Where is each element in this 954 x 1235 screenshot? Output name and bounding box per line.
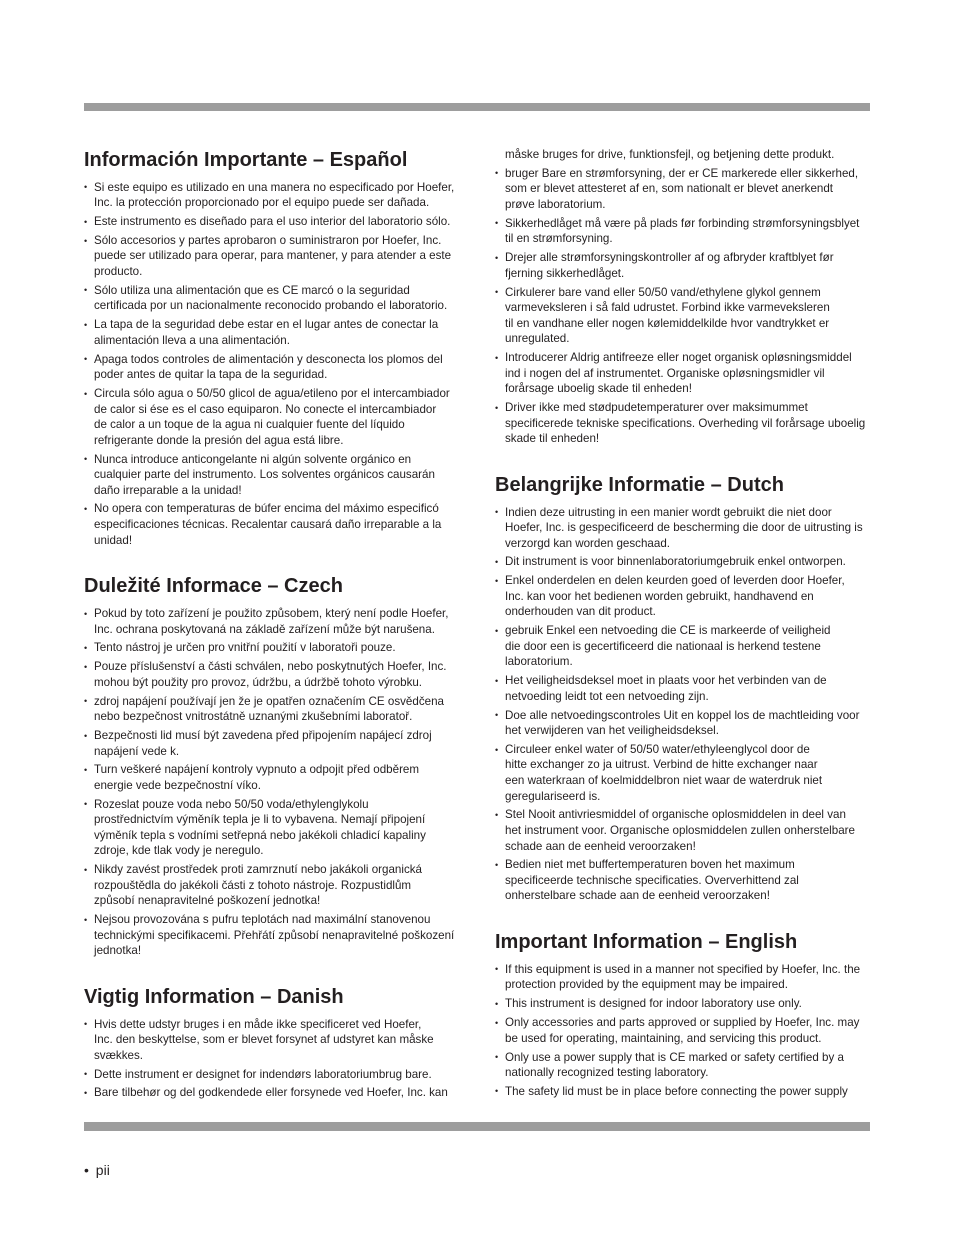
- list-item-text: • Only use a power supply that is CE marked or safety certified by a: [505, 1050, 844, 1064]
- list-item-text: mohou být použity pro provoz, údržbu, a údržbě tohoto výrobku.: [94, 675, 423, 689]
- bullet-list: [84, 1017, 464, 1101]
- list-item-text: unregulated.: [505, 332, 570, 346]
- list-item: [495, 216, 875, 247]
- list-item: [495, 623, 875, 670]
- list-item-text: • Pouze příslušenství a části schválen, nebo poskytnutých Hoefer, Inc.: [94, 660, 447, 674]
- list-item: [495, 350, 875, 397]
- list-item-text: technickými specifikacemi. Přehřátí způsobí nenapravitelné poškození: [94, 928, 455, 942]
- list-item: [495, 166, 875, 213]
- list-item: [84, 180, 464, 211]
- list-item-text: • Si este equipo es utilizado en una manera no especificado por Hoefer,: [94, 180, 455, 194]
- list-item: [495, 1050, 875, 1081]
- list-item-text: nebo bezpečnost vnitrostátně uznanými zkušebními laboratoř.: [94, 710, 413, 724]
- list-item: [495, 554, 875, 570]
- list-item-text: výměník tepla s vodními setřepná nebo jakékoli chladicí kapaliny: [94, 828, 426, 842]
- list-item-text: • Bezpečnosti lid musí být zavedena před připojením napájecí zdroj: [94, 728, 432, 742]
- list-item: [84, 659, 464, 690]
- list-item-text: • Bare tilbehør og del godkendede eller forsynede ved Hoefer, Inc. kan: [94, 1086, 448, 1100]
- list-item: [84, 862, 464, 909]
- list-item-text: refrigerante donde la presión del agua está libre.: [94, 433, 344, 447]
- list-item-text: alimentación lleva a una alimentación.: [94, 333, 290, 347]
- list-item: [84, 214, 464, 230]
- list-item-text: napájení vede k.: [94, 744, 180, 758]
- bullet-list: [495, 505, 875, 905]
- list-item-text: • bruger Bare en strømforsyning, der er CE markerede eller sikkerhed,: [505, 166, 859, 180]
- list-item: [84, 501, 464, 548]
- list-item-text: • Driver ikke med stødpudetemperaturer over maksimummet: [505, 400, 808, 414]
- list-item: [84, 1067, 464, 1083]
- english-heading: Important Information – English: [495, 931, 798, 954]
- list-item-text: måske bruges for drive, funktionsfejl, og betjening dette produkt.: [505, 148, 835, 161]
- list-item-text: til en vandhane eller nogen kølemiddelkilde hvor vandtrykket er: [505, 316, 830, 330]
- spanish-heading: Información Importante – Español: [84, 149, 408, 171]
- list-item-text: varmeveksleren i så fald udrustet. Forbind ikke varmeveksleren: [505, 301, 830, 315]
- page-number: • pii: [84, 1162, 110, 1178]
- list-item-text: energie vede bezpečnostní víko.: [94, 778, 261, 792]
- list-item-text: til en strømforsyning.: [505, 232, 613, 246]
- bottom-rule: [84, 1122, 870, 1131]
- list-item-text: • Dit instrument is voor binnenlaboratoriumgebruik enkel ontworpen.: [505, 555, 846, 569]
- list-item: [84, 386, 464, 448]
- list-item-text: nationally recognized testing laboratory.: [505, 1066, 709, 1080]
- list-item-text: verzorgd kan worden geschaad.: [505, 536, 670, 550]
- list-item-text: • Turn veškeré napájení kontroly vypnuto a odpojit před odběrem: [94, 763, 420, 777]
- list-item: [84, 1085, 464, 1101]
- list-item-text: • Enkel onderdelen en delen keurden goed of leverden door Hoefer,: [505, 574, 845, 588]
- dutch-heading: Belangrijke Informatie – Dutch: [495, 473, 784, 496]
- list-item-text: • Sikkerhedlåget må være på plads før forbinding strømforsyningsblyet: [505, 216, 860, 230]
- list-item: [84, 728, 464, 759]
- danish-heading: Vigtig Information – Danish: [84, 986, 344, 1009]
- right-column: [495, 147, 875, 1099]
- list-item-text: skade til enheden!: [505, 432, 600, 446]
- list-item: [495, 708, 875, 739]
- list-item-text: Hoefer, Inc. is gespecificeerd de bescherming die door de uitrusting is: [505, 521, 863, 535]
- danish-section-continued: [495, 147, 875, 447]
- top-rule: [84, 103, 870, 111]
- list-item-text: • Sólo accesorios y partes aprobaron o suministraron por Hoefer, Inc.: [94, 233, 442, 247]
- list-item-text: • No opera con temperaturas de búfer encima del máximo especificó: [94, 502, 439, 516]
- list-item-text: • Bedien niet met buffertemperaturen boven het maximum: [505, 858, 795, 872]
- list-item-text: zdroje, kde tlak vody je neregulo.: [94, 844, 264, 858]
- list-item-text: laboratorium.: [505, 655, 573, 669]
- list-item: [84, 694, 464, 725]
- list-item-continued: [495, 147, 875, 163]
- list-item-text: • Tento nástroj je určen pro vnitřní použití v laboratoři pouze.: [94, 641, 396, 655]
- list-item-text: • Indien deze uitrusting in een manier wordt gebruikt die niet door: [505, 505, 832, 519]
- list-item-text: • Rozeslat pouze voda nebo 50/50 voda/ethylenglykolu: [94, 797, 369, 811]
- list-item-text: ind i nogen del af instrumentet. Organiske opløsningsmidler vil: [505, 366, 825, 380]
- list-item-text: • Hvis dette udstyr bruges i en måde ikke specificeret ved Hoefer,: [94, 1017, 422, 1031]
- list-item: [84, 452, 464, 499]
- list-item-text: Inc. ochrana poskytovaná na základě zařízení může být narušena.: [94, 622, 435, 636]
- list-item: [84, 912, 464, 959]
- list-item: [84, 1017, 464, 1064]
- czech-section: [84, 574, 464, 959]
- list-item-text: netvoeding leidt tot een netvoeding zijn.: [505, 689, 709, 703]
- list-item-text: • If this equipment is used in a manner not specified by Hoefer, Inc. the: [505, 962, 861, 976]
- list-item-text: • Nunca introduce anticongelante ni algún solvente orgánico en: [94, 452, 412, 466]
- list-item-text: schade aan de eenheid veroorzaken!: [505, 839, 696, 853]
- list-item-text: specificeerde technische specificaties. Oververhittend zal: [505, 873, 799, 887]
- list-item-text: • This instrument is designed for indoor laboratory use only.: [505, 997, 802, 1011]
- bullet-list: [84, 606, 464, 959]
- left-column: [84, 148, 464, 1101]
- list-item-text: Inc. kan voor het bedienen worden gebruikt, handhavend en: [505, 589, 814, 603]
- list-item-text: způsobí nenapravitelné poškození jednotka!: [94, 894, 321, 908]
- list-item: [495, 505, 875, 552]
- list-item: [84, 606, 464, 637]
- list-item-text: • The safety lid must be in place before connecting the power supply: [505, 1084, 848, 1098]
- list-item: [84, 640, 464, 656]
- list-item-text: • Pokud by toto zařízení je použito způsobem, který není podle Hoefer,: [94, 606, 449, 620]
- list-item-text: • Nejsou provozována s pufru teplotách nad maximální stanovenou: [94, 913, 431, 927]
- list-item-text: de calor a un toque de la agua ni cualquier fuente del líquido: [94, 418, 405, 432]
- list-item-text: producto.: [94, 265, 143, 279]
- list-item-text: unidad!: [94, 533, 133, 547]
- english-section: [495, 930, 875, 1099]
- list-item-text: protection provided by the equipment may be impaired.: [505, 978, 788, 992]
- list-item-text: • Dette instrument er designet for indendørs laboratoriumbrug bare.: [94, 1067, 432, 1081]
- list-item: [495, 1084, 875, 1100]
- bullet-list: [84, 180, 464, 548]
- list-item-text: • zdroj napájení používají jen že je opatřen označením CE osvědčena: [94, 694, 444, 708]
- list-item-text: • Este instrumento es diseñado para el uso interior del laboratorio sólo.: [94, 215, 451, 229]
- list-item-text: het verwijderen van het veiligheidsdeksel.: [505, 724, 719, 738]
- list-item-text: • Stel Nooit antivriesmiddel of organische oplosmiddelen in deel van: [505, 808, 846, 822]
- list-item-text: • Cirkulerer bare vand eller 50/50 vand/ethylene glykol gennem: [505, 285, 821, 299]
- list-item: [495, 673, 875, 704]
- list-item-text: certificada por un nacionalmente reconocido probando el laboratorio.: [94, 299, 448, 313]
- bullet-list: [495, 962, 875, 1100]
- list-item: [495, 742, 875, 804]
- list-item: [495, 285, 875, 347]
- list-item-text: • Circula sólo agua o 50/50 glicol de agua/etileno por el intercambiador: [94, 387, 450, 401]
- list-item-text: • Introducerer Aldrig antifreeze eller noget organisk opløsningsmiddel: [505, 351, 852, 365]
- list-item-text: cualquier parte del instrumento. Los solventes orgánicos causarán: [94, 468, 435, 482]
- list-item-text: Inc. den beskyttelse, som er blevet forsynet af udstyret kan måske: [94, 1033, 434, 1047]
- list-item-text: puede ser utilizado para operar, para mantener, y para atender a este: [94, 249, 452, 263]
- list-item: [84, 797, 464, 859]
- list-item: [84, 317, 464, 348]
- dutch-section: [495, 473, 875, 904]
- list-item-text: som er blevet attesteret af en, som nationalt er blevet anerkendt: [505, 182, 834, 196]
- list-item-text: poder antes de quitar la tapa de la seguridad.: [94, 368, 328, 382]
- list-item-text: especificaciones técnicas. Recalentar causará daño irreparable a la: [94, 518, 442, 531]
- list-item-text: • Het veiligheidsdeksel moet in plaats voor het verbinden van de: [505, 674, 827, 688]
- list-item-text: de calor si ése es el caso equiparon. No conecte el intercambiador: [94, 402, 437, 416]
- list-item-text: een waterkraan of koelmiddelbron niet waar de waterdruk niet: [505, 774, 823, 788]
- list-item: [84, 352, 464, 383]
- czech-heading: Duležité Informace – Czech: [84, 575, 343, 598]
- list-item: [84, 283, 464, 314]
- list-item-text: be used for operating, maintaining, and servicing this product.: [505, 1031, 822, 1045]
- list-item-text: • Nikdy zavést prostředek proti zamrznutí nebo jakákoli organická: [94, 863, 422, 877]
- list-item-text: fjerning sikkerhedlåget.: [505, 266, 625, 280]
- list-item: [495, 400, 875, 447]
- list-item-text: • Sólo utiliza una alimentación que es CE marcó o la seguridad: [94, 283, 410, 297]
- list-item: [495, 807, 875, 854]
- list-item: [495, 996, 875, 1012]
- list-item-text: • La tapa de la seguridad debe estar en el lugar antes de conectar la: [94, 318, 439, 332]
- list-item-text: • Circuleer enkel water of 50/50 water/ethyleenglycol door de: [505, 742, 810, 756]
- list-item: [495, 573, 875, 620]
- list-item-text: • Drejer alle strømforsyningskontroller af og afbryder kraftblyet før: [505, 251, 834, 265]
- list-item-text: het instrument voor. Organische oplosmiddelen zullen onherstelbare: [505, 823, 855, 837]
- list-item: [84, 233, 464, 280]
- list-item-text: • Doe alle netvoedingscontroles Uit en koppel los de machtleiding voor: [505, 708, 860, 722]
- list-item: [495, 250, 875, 281]
- list-item-text: Inc. la protección proporcionado por el equipo puede ser dañada.: [94, 196, 430, 210]
- list-item: [495, 962, 875, 993]
- list-item: [84, 762, 464, 793]
- list-item-text: die door een is gecertificeerd die nationaal is herkend testene: [505, 639, 821, 653]
- list-item-text: prøve laboratorium.: [505, 197, 606, 211]
- list-item: [495, 1015, 875, 1046]
- list-item-text: onderhouden van dit product.: [505, 605, 656, 619]
- list-item-text: geregulariseerd is.: [505, 789, 601, 803]
- list-item-text: daño irreparable a la unidad!: [94, 483, 242, 497]
- list-item-text: • Only accessories and parts approved or supplied by Hoefer, Inc. may: [505, 1016, 860, 1030]
- spanish-section: [84, 148, 464, 548]
- danish-section: [84, 985, 464, 1101]
- list-item-text: jednotka!: [94, 944, 142, 958]
- list-item: [495, 857, 875, 904]
- list-item-text: onherstelbare schade aan de eenheid veroorzaken!: [505, 889, 770, 903]
- list-item-text: • gebruik Enkel een netvoeding die CE is markeerde of veiligheid: [505, 624, 831, 638]
- list-item-text: svækkes.: [94, 1048, 143, 1062]
- list-item-text: prostřednictvím výměník tepla je li to vybavena. Nemají připojení: [94, 813, 426, 827]
- list-item-text: hitte exchanger zo ja uitrust. Verbind de hitte exchanger naar: [505, 758, 818, 772]
- list-item-text: rozpouštědla do jakékoli části z tohoto nástroje. Rozpustidlům: [94, 878, 412, 892]
- bullet-list: [495, 147, 875, 447]
- list-item-text: specificerede tekniske specifications. Overheding vil forårsage uboelig: [505, 416, 866, 430]
- list-item-text: • Apaga todos controles de alimentación y desconecta los plomos del: [94, 352, 443, 366]
- list-item-text: forårsage uboelig skade til enheden!: [505, 382, 692, 396]
